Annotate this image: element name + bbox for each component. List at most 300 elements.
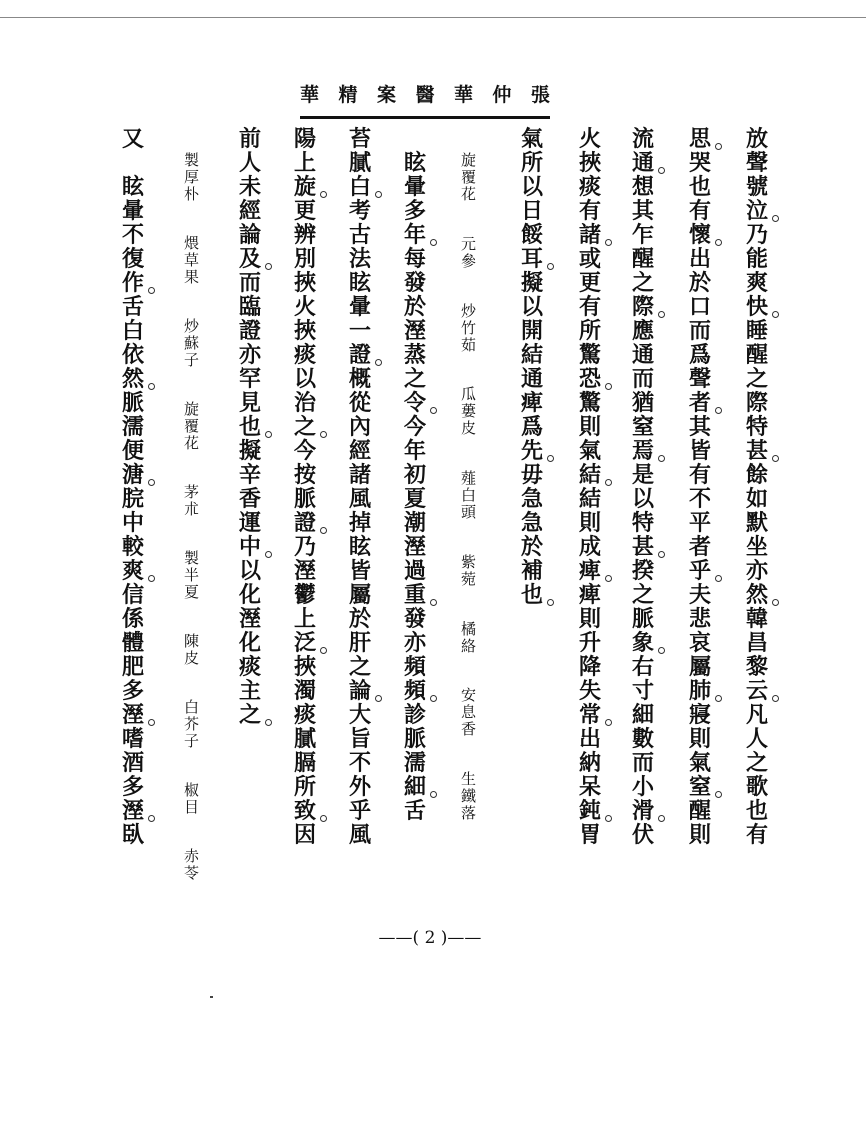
herb-item: 旋覆花 (459, 152, 477, 203)
character: 重 (400, 584, 430, 608)
character: 運 (238, 510, 261, 536)
character: 不 (688, 486, 711, 512)
character: 濁 (293, 678, 316, 704)
character: 更 (293, 198, 316, 224)
character: 肝 (348, 630, 371, 656)
character: 化 (238, 582, 261, 608)
character: 結 (520, 342, 543, 368)
character: 流 (631, 126, 654, 152)
herb-item: 瓜蔞皮 (459, 386, 477, 438)
character: 有 (688, 198, 711, 224)
punctuation-circle (265, 263, 272, 270)
punctuation-circle (772, 695, 779, 702)
character: 有 (578, 198, 601, 224)
character: 中 (235, 536, 265, 560)
character: 補 (520, 558, 543, 584)
character: 寢 (688, 702, 711, 728)
character: 也 (517, 584, 547, 608)
character: 寸 (631, 678, 654, 704)
character: 溼 (238, 606, 261, 632)
punctuation-circle (605, 815, 612, 822)
character: 掉 (348, 510, 371, 536)
character: 其 (688, 414, 711, 440)
character: 作 (118, 272, 148, 296)
herb-item: 炒竹茹 (459, 302, 477, 354)
character: 年 (403, 438, 426, 464)
character: 爲 (688, 342, 711, 368)
character: 之 (403, 366, 426, 392)
header-char: 張 (530, 84, 550, 106)
character: 以 (238, 558, 261, 584)
character: 挾 (293, 654, 316, 680)
character: 復 (121, 246, 144, 272)
character: 挾 (293, 270, 316, 296)
character: 蒸 (403, 342, 426, 368)
text-column (345, 128, 375, 848)
character: 睡 (745, 318, 768, 344)
punctuation-circle (375, 191, 382, 198)
character: 痰 (238, 654, 261, 680)
character: 頻 (403, 654, 426, 680)
character: 納 (578, 750, 601, 776)
character: 應 (631, 318, 654, 344)
punctuation-circle (605, 383, 612, 390)
character: 初 (403, 462, 426, 488)
character: 有 (745, 822, 768, 848)
character: 臨 (238, 294, 261, 320)
punctuation-circle (715, 791, 722, 798)
character: 甚 (628, 536, 658, 560)
character: 鬱 (293, 582, 316, 608)
character: 也 (235, 416, 265, 440)
character: 有 (578, 294, 601, 320)
character: 聲 (688, 366, 711, 392)
character: 想 (631, 174, 654, 200)
punctuation-circle (658, 167, 665, 174)
character: 之 (290, 416, 320, 440)
character: 餘 (745, 462, 768, 488)
character: 而 (631, 366, 654, 392)
character: 見 (238, 390, 261, 416)
character: 之 (631, 270, 654, 296)
character: 脈 (293, 486, 316, 512)
punctuation-circle (715, 143, 722, 150)
character: 信 (121, 582, 144, 608)
herb-item: 生鐵落 (459, 771, 477, 822)
character: 則 (578, 414, 601, 440)
herb-item: 橘絡 (459, 620, 477, 655)
character: 則 (578, 510, 601, 536)
character: 暈 (348, 294, 371, 320)
character: 有 (688, 462, 711, 488)
punctuation-circle (605, 239, 612, 246)
character: 結 (578, 486, 601, 512)
character: 辨 (293, 222, 316, 248)
character: 窒 (631, 414, 654, 440)
character: 能 (745, 246, 768, 272)
character: 常 (575, 704, 605, 728)
character: 擬 (238, 438, 261, 464)
punctuation-circle (265, 719, 272, 726)
character: 眩 (348, 270, 371, 296)
character: 歌 (745, 774, 768, 800)
herb-item: 煨草果 (182, 235, 200, 286)
header-char: 案 (376, 84, 396, 106)
character: 火 (293, 294, 316, 320)
character: 呆 (578, 774, 601, 800)
punctuation-circle (320, 527, 327, 534)
character: 也 (688, 174, 711, 200)
character: 風 (348, 822, 371, 848)
character: 體 (121, 630, 144, 656)
character: 溏 (118, 464, 148, 488)
punctuation-circle (320, 191, 327, 198)
character: 屬 (348, 582, 371, 608)
character: 白 (345, 176, 375, 200)
character: 係 (121, 606, 144, 632)
character: 痺 (578, 582, 601, 608)
character: 酒 (121, 750, 144, 776)
character: 猶 (631, 390, 654, 416)
character: 爽 (745, 270, 768, 296)
character: 氣 (520, 126, 543, 152)
character: 證 (238, 318, 261, 344)
character: 因 (293, 822, 316, 848)
character: 小 (631, 774, 654, 800)
punctuation-circle (605, 575, 612, 582)
punctuation-circle (148, 287, 155, 294)
character: 皆 (688, 438, 711, 464)
character: 先 (517, 440, 547, 464)
text-column (290, 128, 320, 848)
header-char: 精 (338, 84, 358, 106)
punctuation-circle (265, 551, 272, 558)
herb-item: 紫菀 (459, 553, 477, 588)
character: 考 (348, 198, 371, 224)
header-char: 醫 (415, 84, 435, 106)
character: 溼 (403, 534, 426, 560)
herb-item: 製厚朴 (182, 152, 200, 203)
character: 未 (238, 174, 261, 200)
character: 所 (520, 150, 543, 176)
text-column (235, 128, 265, 728)
character: 概 (348, 366, 371, 392)
character: 細 (400, 776, 430, 800)
character: 通 (628, 152, 658, 176)
punctuation-circle (430, 695, 437, 702)
header-char: 仲 (492, 84, 512, 106)
character: 如 (745, 486, 768, 512)
character: 之 (745, 750, 768, 776)
herb-item: 旋覆花 (182, 401, 200, 452)
character: 溼 (118, 704, 148, 728)
character: 依 (121, 342, 144, 368)
character: 論 (345, 680, 375, 704)
punctuation-circle (547, 599, 554, 606)
herb-item: 陳皮 (182, 633, 200, 667)
character: 乃 (293, 534, 316, 560)
character: 醒 (745, 342, 768, 368)
character: 舌 (121, 294, 144, 320)
character: 脈 (121, 390, 144, 416)
character: 多 (403, 198, 426, 224)
character: 凡 (745, 702, 768, 728)
punctuation-circle (605, 719, 612, 726)
character: 恐 (575, 368, 605, 392)
character: 通 (520, 366, 543, 392)
herb-item: 茅朮 (182, 484, 200, 518)
punctuation-circle (715, 239, 722, 246)
character: 思 (685, 128, 715, 152)
character: 所 (578, 318, 601, 344)
header-char: 華 (300, 84, 320, 106)
character: 以 (520, 174, 543, 200)
character: 於 (403, 294, 426, 320)
text-column (628, 128, 658, 848)
character: 結 (575, 464, 605, 488)
character: 痰 (293, 342, 316, 368)
character: 上 (293, 606, 316, 632)
text-column (517, 128, 547, 608)
character: 發 (403, 270, 426, 296)
character: 醒 (631, 246, 654, 272)
character: 診 (403, 702, 426, 728)
character: 升 (578, 630, 601, 656)
character: 經 (238, 198, 261, 224)
character: 人 (745, 726, 768, 752)
character: 經 (348, 438, 371, 464)
character: 泛 (290, 632, 320, 656)
punctuation-circle (148, 815, 155, 822)
character: 所 (293, 774, 316, 800)
character: 白 (121, 318, 144, 344)
character: 令 (400, 392, 430, 416)
character: 旋 (290, 176, 320, 200)
text-column (118, 128, 148, 848)
character: 夫 (688, 582, 711, 608)
character: 溼 (403, 318, 426, 344)
character: 證 (290, 512, 320, 536)
punctuation-circle (375, 695, 382, 702)
character: 而 (238, 270, 261, 296)
character: 爲 (520, 414, 543, 440)
character: 爽 (118, 560, 148, 584)
character: 伏 (631, 822, 654, 848)
punctuation-circle (148, 479, 155, 486)
character: 則 (688, 822, 711, 848)
character: 泣 (742, 200, 772, 224)
character: 餒 (520, 222, 543, 248)
character: 外 (348, 774, 371, 800)
character: 發 (403, 606, 426, 632)
character: 眩 (403, 150, 426, 176)
punctuation-circle (658, 647, 665, 654)
character: 旨 (348, 726, 371, 752)
character: 火 (578, 126, 601, 152)
character: 濡 (121, 414, 144, 440)
character: 法 (348, 246, 371, 272)
prescription-list-1 (456, 152, 478, 822)
character: 揆 (631, 558, 654, 584)
character: 於 (520, 534, 543, 560)
character: 而 (631, 750, 654, 776)
punctuation-circle (772, 215, 779, 222)
herb-item: 薤白頭 (459, 470, 477, 521)
text-column (575, 128, 605, 848)
character: 日 (520, 198, 543, 224)
character: 降 (578, 654, 601, 680)
character: 肺 (685, 680, 715, 704)
character: 氣 (688, 750, 711, 776)
character: 前 (238, 126, 261, 152)
character: 云 (742, 680, 772, 704)
character: 則 (688, 726, 711, 752)
character: 韓 (745, 606, 768, 632)
herb-item: 白芥子 (182, 699, 200, 750)
character: 每 (403, 246, 426, 272)
character: 一 (348, 318, 371, 344)
character: 平 (688, 510, 711, 536)
character: 乎 (348, 798, 371, 824)
character: 大 (348, 702, 371, 728)
punctuation-circle (430, 407, 437, 414)
character: 亦 (238, 342, 261, 368)
header-underline (300, 116, 550, 119)
character: 悲 (688, 606, 711, 632)
punctuation-circle (430, 599, 437, 606)
character: 溼 (293, 558, 316, 584)
character: 懷 (685, 224, 715, 248)
character: 於 (348, 606, 371, 632)
character: 嗜 (121, 726, 144, 752)
herb-item: 赤苓 (182, 848, 200, 882)
character: 上 (293, 150, 316, 176)
punctuation-circle (320, 815, 327, 822)
character: 證 (345, 344, 375, 368)
character: 過 (403, 558, 426, 584)
herb-item: 炒蘇子 (182, 318, 200, 369)
character: 陽 (293, 126, 316, 152)
character: 胃 (578, 822, 601, 848)
prescription-list-2 (179, 152, 201, 882)
character: 舌 (403, 798, 426, 824)
character: 脈 (631, 606, 654, 632)
punctuation-circle (148, 575, 155, 582)
character: 按 (293, 462, 316, 488)
character: 痺 (520, 390, 543, 416)
character: 細 (631, 702, 654, 728)
character: 多 (121, 774, 144, 800)
character: 古 (348, 222, 371, 248)
character: 快 (742, 296, 772, 320)
character: 痺 (575, 560, 605, 584)
punctuation-circle (605, 479, 612, 486)
character: 之 (348, 654, 371, 680)
character: 乎 (685, 560, 715, 584)
character: 之 (631, 582, 654, 608)
character: 失 (578, 678, 601, 704)
herb-item: 元參 (459, 235, 477, 270)
character: 是 (631, 462, 654, 488)
punctuation-circle (148, 383, 155, 390)
character: 或 (578, 246, 601, 272)
character: 急 (520, 486, 543, 512)
punctuation-circle (320, 647, 327, 654)
character: 耳 (517, 248, 547, 272)
character: 聲 (745, 150, 768, 176)
character: 便 (121, 438, 144, 464)
character: 較 (121, 534, 144, 560)
character: 氣 (578, 438, 601, 464)
scan-speck (210, 996, 213, 998)
punctuation-circle (658, 455, 665, 462)
character: 苔 (348, 126, 371, 152)
running-header (300, 80, 550, 107)
character: 肥 (121, 654, 144, 680)
character: 濡 (403, 750, 426, 776)
character: 然 (742, 584, 772, 608)
character: 暈 (403, 174, 426, 200)
character: 痰 (578, 174, 601, 200)
character: 坐 (745, 534, 768, 560)
character: 香 (238, 486, 261, 512)
character: 乃 (745, 222, 768, 248)
character: 口 (688, 294, 711, 320)
character: 致 (290, 800, 320, 824)
character: 屬 (688, 654, 711, 680)
punctuation-circle (320, 431, 327, 438)
character: 開 (520, 318, 543, 344)
character: 不 (121, 222, 144, 248)
character: 挾 (293, 318, 316, 344)
punctuation-circle (772, 311, 779, 318)
character: 醒 (688, 798, 711, 824)
character: 眩 (121, 174, 144, 200)
character: 論 (238, 222, 261, 248)
character: 哭 (688, 150, 711, 176)
character: 膩 (293, 726, 316, 752)
character: 脈 (403, 726, 426, 752)
character: 諸 (348, 462, 371, 488)
punctuation-circle (375, 359, 382, 366)
character: 以 (293, 366, 316, 392)
punctuation-circle (658, 551, 665, 558)
character: 眩 (348, 534, 371, 560)
character: 痰 (293, 702, 316, 728)
character: 放 (745, 126, 768, 152)
character: 出 (578, 726, 601, 752)
character: 諸 (575, 224, 605, 248)
herb-item: 安息香 (459, 687, 477, 739)
character: 甚 (742, 440, 772, 464)
character: 脘 (121, 486, 144, 512)
character: 數 (631, 726, 654, 752)
punctuation-circle (715, 575, 722, 582)
character: 罕 (238, 366, 261, 392)
character: 暈 (121, 198, 144, 224)
character: 挾 (578, 150, 601, 176)
punctuation-circle (265, 431, 272, 438)
character: 又 (121, 126, 144, 152)
character: 之 (235, 704, 265, 728)
punctuation-circle (547, 455, 554, 462)
punctuation-circle (772, 455, 779, 462)
character: 頻 (400, 680, 430, 704)
text-column (742, 128, 772, 848)
character: 辛 (238, 462, 261, 488)
character: 於 (688, 270, 711, 296)
character: 化 (238, 630, 261, 656)
